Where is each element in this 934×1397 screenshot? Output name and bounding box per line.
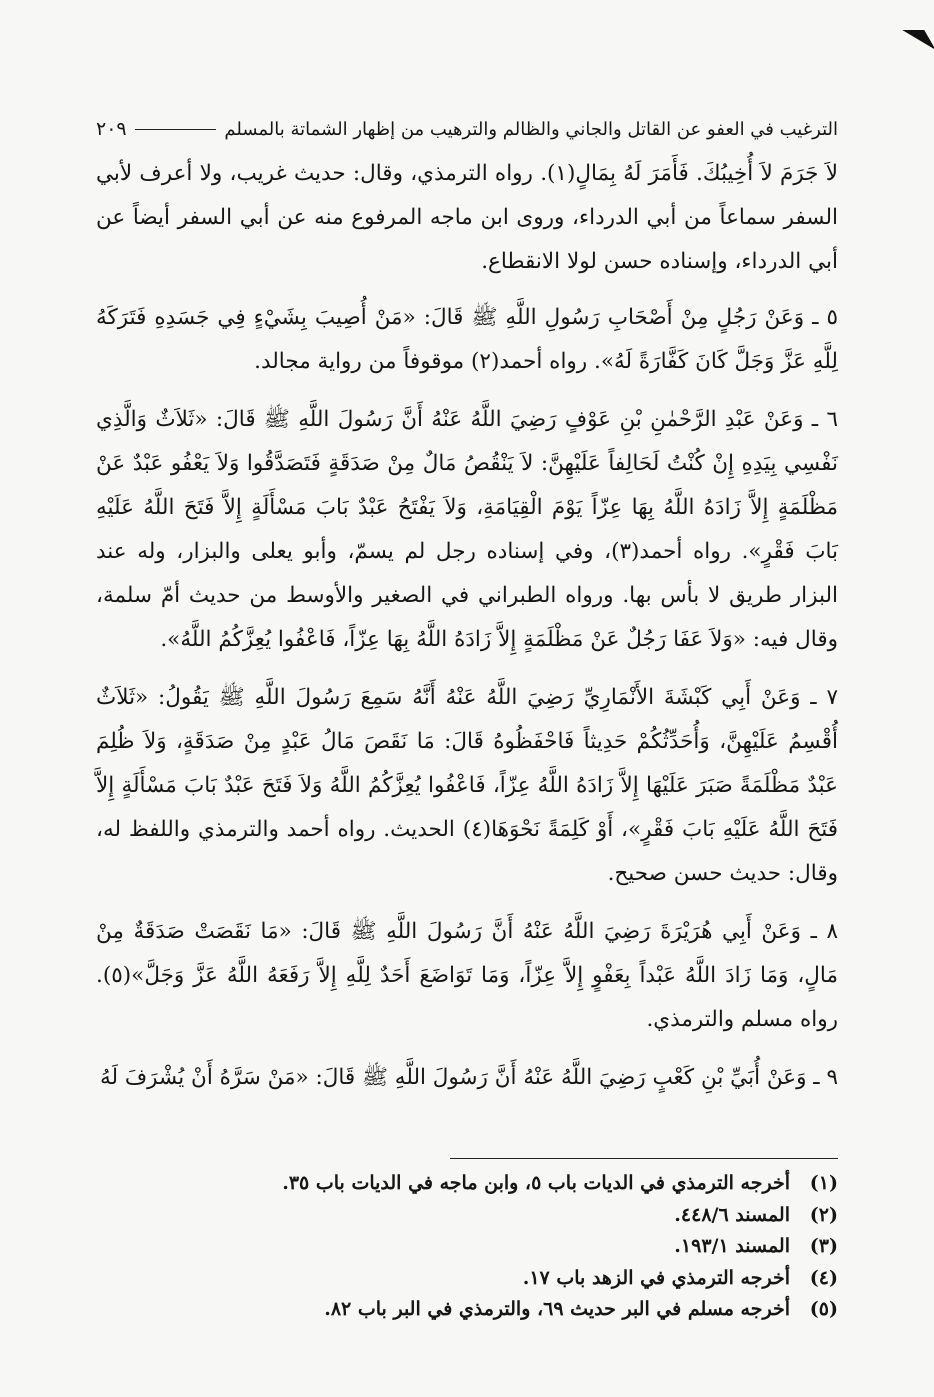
footnote-number: (٥) (809, 1298, 838, 1320)
footnote-text: المسند ٤٤٨/٦. (674, 1203, 790, 1226)
footnotes (96, 1168, 838, 1326)
hadith-7: ٧ ـ وَعَنْ أَبِي كَبْشَةَ الأَنْمَارِيِّ رَضِيَ اللَّهُ عَنْهُ أَنَّهُ سَمِعَ رَسُولَ اللَّهِ ﷺ يَقُولُ: «ثَلاَثٌ أُقْسِمُ عَلَيْهِنَّ، وَأُحَدِّثُكُمْ حَدِيثاً فَاحْفَظُوهُ قَالَ: مَا نَقَصَ مَالُ عَبْدٍ مِنْ صَدَقَةٍ، وَلاَ ظُلِمَ عَبْدٌ مَظْلَمَةً صَبَرَ عَلَيْهَا إِلاَّ زَادَهُ اللَّهُ عِزّاً، فَاعْفُوا يُعِزَّكُمُ اللَّهُ وَلاَ فَتَحَ عَبْدٌ بَابَ مَسْأَلَةٍ إِلاَّ فَتَحَ اللَّهُ عَلَيْهِ بَابَ فَقْرٍ»، أَوْ كَلِمَةً نَحْوَهَا(٤) الحديث. رواه أحمد والترمذي واللفظ له، وقال: حديث حسن صحيح. (96, 685, 838, 886)
footnote-number: (٤) (809, 1266, 838, 1289)
footnote (96, 1200, 838, 1232)
footnote (96, 1168, 838, 1200)
footnote (96, 1231, 838, 1263)
page-body (96, 152, 838, 1114)
footnote (96, 1263, 838, 1295)
footnote-number: (٢) (809, 1203, 838, 1226)
footnote-text: أخرجه الترمذي في الزهد باب ١٧. (522, 1266, 790, 1289)
hadith-8: ٨ ـ وَعَنْ أَبِي هُرَيْرَةَ رَضِيَ اللَّهُ عَنْهُ أَنَّ رَسُولَ اللَّهِ ﷺ قَالَ: «مَا نَقَصَتْ صَدَقَةٌ مِنْ مَالٍ، وَمَا زَادَ اللَّهُ عَبْداً بِعَفْوٍ إِلاَّ عِزّاً، وَمَا تَوَاضَعَ أَحَدٌ لِلَّهِ إِلاَّ رَفَعَهُ اللَّهُ عَزَّ وَجَلَّ»(٥). رواه مسلم والترمذي. (96, 919, 838, 1032)
header-title: الترغيب في العفو عن القاتل والجاني والظالم والترهيب من إظهار الشماتة بالمسلم (224, 118, 838, 140)
hadith-9: ٩ ـ وَعَنْ أُبَيِّ بْنِ كَعْبٍ رَضِيَ اللَّهُ عَنْهُ أَنَّ رَسُولَ اللَّهِ ﷺ قَالَ: «مَنْ سَرَّهُ أَنْ يُشْرَفَ لَهُ (99, 1065, 838, 1090)
hadith-6: ٦ ـ وَعَنْ عَبْدِ الرَّحْمٰنِ بْنِ عَوْفٍ رَضِيَ اللَّهُ عَنْهُ أَنَّ رَسُولَ اللَّهِ ﷺ قَالَ: «ثَلاَثٌ وَالَّذِي نَفْسِي بِيَدِهِ إِنْ كُنْتُ لَحَالِفاً عَلَيْهِنَّ: لاَ يَنْقُصُ مَالٌ مِنْ صَدَقَةٍ فَتَصَدَّقُوا وَلاَ يَعْفُو عَبْدٌ عَنْ مَظْلَمَةٍ إِلاَّ زَادَهُ اللَّهُ بِهَا عِزّاً يَوْمَ الْقِيَامَةِ، وَلاَ يَفْتَحُ عَبْدٌ بَابَ مَسْأَلَةٍ إِلاَّ فَتَحَ اللَّهُ عَلَيْهِ بَابَ فَقْرٍ». رواه أحمد(٣)، وفي إسناده رجل لم يسمّ، وأبو يعلى والبزار، وله عند البزار طريق لا بأس بها. ورواه الطبراني في الصغير والأوسط من حديث أمّ سلمة، وقال فيه: «وَلاَ عَفَا رَجُلٌ عَنْ مَظْلَمَةٍ إِلاَّ زَادَهُ اللَّهُ بِهَا عِزّاً، فَاعْفُوا يُعِزَّكُمُ اللَّهُ». (96, 407, 838, 652)
page-number: ٢٠٩ (96, 118, 127, 140)
running-header (96, 112, 838, 146)
paragraph: لاَ جَرَمَ لاَ أُخِيبُكَ. فَأَمَرَ لَهُ بِمَالٍ(١). رواه الترمذي، وقال: حديث غريب، ولا أعرف لأبي السفر سماعاً من أبي الدرداء، وروى ابن ماجه المرفوع منه عن أبي السفر أيضاً عن أبي الدرداء، وإسناده حسن لولا الانقطاع. (96, 161, 838, 274)
footnote-number: (١) (809, 1172, 838, 1194)
footnote-text: أخرجه الترمذي في الديات باب ٥، وابن ماجه في الديات باب ٣٥. (282, 1172, 790, 1194)
footnote-text: أخرجه مسلم في البر حديث ٦٩، والترمذي في البر باب ٨٢. (324, 1298, 790, 1320)
footnote-separator (450, 1158, 838, 1159)
hadith-5: ٥ ـ وَعَنْ رَجُلٍ مِنْ أَصْحَابِ رَسُولِ اللَّهِ ﷺ قَالَ: «مَنْ أُصِيبَ بِشَيْءٍ فِي جَسَدِهِ فَتَرَكَهُ لِلَّهِ عَزَّ وَجَلَّ كَانَ كَفَّارَةً لَهُ». رواه أحمد(٢) موقوفاً من رواية مجالد. (96, 305, 838, 374)
footnote-number: (٣) (809, 1235, 838, 1257)
header-rule (135, 129, 217, 130)
footnote (96, 1294, 838, 1326)
page-corner-mark (902, 30, 934, 50)
footnote-text: المسند ١٩٣/١. (674, 1235, 790, 1257)
